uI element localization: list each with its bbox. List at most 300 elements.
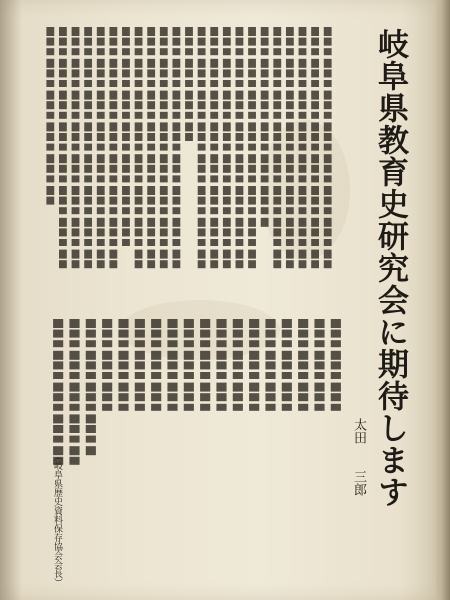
body-text-character-mark xyxy=(210,101,218,109)
body-text-character-mark xyxy=(160,175,168,182)
body-text-character-mark xyxy=(147,175,155,182)
body-text-character-mark xyxy=(172,69,180,77)
body-text-character-mark xyxy=(59,69,67,77)
body-text-character-mark xyxy=(72,175,80,182)
body-text-character-mark xyxy=(210,133,218,141)
body-text-character-mark xyxy=(46,59,54,68)
body-text-character-mark xyxy=(314,319,324,328)
body-text-character-mark xyxy=(261,144,269,151)
body-text-character-mark xyxy=(265,351,275,360)
body-text-character-mark xyxy=(172,260,180,268)
body-text-character-mark xyxy=(324,175,332,182)
body-text-character-mark xyxy=(160,48,168,55)
body-text-character-mark xyxy=(160,207,168,214)
body-text-character-mark xyxy=(286,186,294,195)
body-text-character-mark xyxy=(286,38,294,46)
body-text-character-mark xyxy=(198,260,206,268)
body-text-character-mark xyxy=(311,133,319,141)
body-text-character-mark xyxy=(46,122,54,131)
body-text-character-mark xyxy=(311,48,319,55)
body-text-character-mark xyxy=(236,133,244,141)
body-text-character-mark xyxy=(286,133,294,141)
body-text-character-mark xyxy=(298,393,308,401)
body-text-character-mark xyxy=(160,133,168,141)
body-text-character-mark xyxy=(46,27,54,36)
body-text-character-mark xyxy=(261,133,269,141)
body-text-character-mark xyxy=(299,197,307,205)
body-text-character-mark xyxy=(46,80,54,87)
body-text-character-mark xyxy=(324,122,332,131)
body-text-character-mark xyxy=(223,48,231,55)
body-text-character-mark xyxy=(97,165,105,173)
body-text-character-mark xyxy=(147,144,155,151)
body-text-character-mark xyxy=(331,351,341,360)
body-text-character-mark xyxy=(97,91,105,100)
body-text-character-mark xyxy=(151,330,161,338)
body-text-character-mark xyxy=(84,69,92,77)
body-text-character-mark xyxy=(59,27,67,36)
body-text-character-mark xyxy=(210,218,218,227)
body-text-character-mark xyxy=(118,393,128,401)
body-text-character-mark xyxy=(72,80,80,87)
body-text-character-mark xyxy=(248,186,256,195)
body-text-character-mark xyxy=(236,80,244,87)
body-text-character-mark xyxy=(223,165,231,173)
body-text-character-mark xyxy=(167,393,177,401)
body-text-character-mark xyxy=(118,319,128,328)
body-text-character-mark xyxy=(198,133,206,141)
body-text-character-mark xyxy=(210,250,218,259)
body-text-character-mark xyxy=(216,404,226,411)
body-text-character-mark xyxy=(147,250,155,259)
body-text-character-mark xyxy=(147,228,155,236)
body-text-character-mark xyxy=(172,133,180,141)
body-text-character-mark xyxy=(135,27,143,36)
body-text-character-mark xyxy=(69,414,79,423)
body-text-character-mark xyxy=(298,361,308,369)
body-text-character-mark xyxy=(248,133,256,141)
body-text-character-mark xyxy=(160,239,168,246)
body-text-character-mark xyxy=(249,372,259,379)
body-text-character-mark xyxy=(286,144,294,151)
body-text-character-mark xyxy=(69,361,79,369)
body-text-character-mark xyxy=(236,38,244,46)
body-text-character-mark xyxy=(286,80,294,87)
body-text-character-mark xyxy=(223,207,231,214)
body-text-character-mark xyxy=(273,218,281,227)
body-text-character-mark xyxy=(86,404,96,411)
body-text-character-mark xyxy=(210,122,218,131)
body-text-character-mark xyxy=(147,59,155,68)
body-text-character-mark xyxy=(286,175,294,182)
body-text-character-mark xyxy=(299,91,307,100)
body-text-character-mark xyxy=(249,340,259,347)
body-text-character-mark xyxy=(160,27,168,36)
body-text-character-mark xyxy=(172,91,180,100)
body-text-character-mark xyxy=(324,101,332,109)
body-text-character-mark xyxy=(84,228,92,236)
body-text-character-mark xyxy=(223,228,231,236)
body-text-character-mark xyxy=(102,319,112,328)
body-text-character-mark xyxy=(84,144,92,151)
body-text-character-mark xyxy=(184,340,194,347)
body-text-character-mark xyxy=(210,228,218,236)
body-text-character-mark xyxy=(299,101,307,109)
body-text-character-mark xyxy=(59,218,67,227)
body-text-character-mark xyxy=(210,27,218,36)
body-text-character-mark xyxy=(46,175,54,182)
body-text-character-mark xyxy=(59,239,67,246)
body-text-character-mark xyxy=(84,112,92,119)
body-text-character-mark xyxy=(198,59,206,68)
body-text-character-mark xyxy=(299,175,307,182)
body-text-character-mark xyxy=(200,404,210,411)
body-text-character-mark xyxy=(324,48,332,55)
body-text-character-mark xyxy=(311,228,319,236)
body-text-character-mark xyxy=(53,319,63,328)
body-text-character-mark xyxy=(53,340,63,347)
body-text-character-mark xyxy=(84,59,92,68)
body-text-character-mark xyxy=(147,154,155,163)
body-text-character-mark xyxy=(135,207,143,214)
body-text-character-mark xyxy=(311,165,319,173)
body-text-character-mark xyxy=(261,91,269,100)
body-text-character-mark xyxy=(86,351,96,360)
body-text-character-mark xyxy=(72,218,80,227)
body-text-character-mark xyxy=(135,69,143,77)
body-text-character-mark xyxy=(236,122,244,131)
body-text-character-mark xyxy=(248,207,256,214)
body-text-character-mark xyxy=(185,133,193,141)
body-text-character-mark xyxy=(118,404,128,411)
body-text-character-mark xyxy=(122,69,130,77)
body-text-character-mark xyxy=(248,91,256,100)
body-text-character-mark xyxy=(102,330,112,338)
body-text-character-mark xyxy=(59,38,67,46)
body-text-character-mark xyxy=(298,383,308,392)
body-text-character-mark xyxy=(200,330,210,338)
body-text-character-mark xyxy=(53,393,63,401)
body-text-character-mark xyxy=(273,175,281,182)
body-text-character-mark xyxy=(59,186,67,195)
body-text-character-mark xyxy=(324,165,332,173)
body-text-character-mark xyxy=(198,27,206,36)
body-text-character-mark xyxy=(72,197,80,205)
body-text-character-mark xyxy=(248,27,256,36)
body-text-character-mark xyxy=(46,101,54,109)
body-text-character-mark xyxy=(46,133,54,141)
body-text-character-mark xyxy=(135,80,143,87)
body-text-character-mark xyxy=(109,80,117,87)
body-text-character-mark xyxy=(249,330,259,338)
body-text-character-mark xyxy=(198,165,206,173)
body-text-character-mark xyxy=(84,186,92,195)
body-text-character-mark xyxy=(147,101,155,109)
body-text-character-mark xyxy=(233,340,243,347)
body-text-character-mark xyxy=(286,250,294,259)
body-text-character-mark xyxy=(102,361,112,369)
body-text-character-mark xyxy=(53,404,63,411)
body-text-character-mark xyxy=(147,218,155,227)
body-text-character-mark xyxy=(97,38,105,46)
body-text-character-mark xyxy=(198,228,206,236)
body-text-character-mark xyxy=(109,59,117,68)
body-text-character-mark xyxy=(172,48,180,55)
body-text-character-mark xyxy=(72,59,80,68)
body-text-character-mark xyxy=(210,48,218,55)
body-text-character-mark xyxy=(135,383,145,392)
body-text-character-mark xyxy=(261,112,269,119)
body-text-character-mark xyxy=(59,154,67,163)
body-text-character-mark xyxy=(233,361,243,369)
body-text-character-mark xyxy=(86,372,96,379)
body-text-character-mark xyxy=(59,112,67,119)
body-text-character-mark xyxy=(273,38,281,46)
body-text-character-mark xyxy=(109,101,117,109)
body-text-character-mark xyxy=(314,383,324,392)
body-text-character-mark xyxy=(299,239,307,246)
body-text-character-mark xyxy=(72,27,80,36)
body-text-character-mark xyxy=(160,218,168,227)
body-text-character-mark xyxy=(331,361,341,369)
body-text-character-mark xyxy=(118,361,128,369)
body-text-character-mark xyxy=(160,144,168,151)
body-text-character-mark xyxy=(172,112,180,119)
body-text-character-mark xyxy=(147,186,155,195)
body-text-character-mark xyxy=(172,154,180,163)
body-text-character-mark xyxy=(273,154,281,163)
body-text-character-mark xyxy=(84,38,92,46)
body-text-character-mark xyxy=(53,372,63,379)
next-page-edge xyxy=(436,0,450,600)
body-text-character-mark xyxy=(311,101,319,109)
body-text-character-mark xyxy=(200,319,210,328)
body-text-character-mark xyxy=(69,330,79,338)
body-text-character-mark xyxy=(236,260,244,268)
body-text-character-mark xyxy=(72,101,80,109)
body-text-character-mark xyxy=(236,27,244,36)
body-text-character-mark xyxy=(147,91,155,100)
body-text-character-mark xyxy=(311,197,319,205)
body-text-character-mark xyxy=(298,330,308,338)
body-text-character-mark xyxy=(147,80,155,87)
body-text-character-mark xyxy=(97,228,105,236)
body-text-character-mark xyxy=(286,154,294,163)
body-text-character-mark xyxy=(46,91,54,100)
body-text-character-mark xyxy=(135,218,143,227)
body-text-character-mark xyxy=(84,91,92,100)
body-text-character-mark xyxy=(223,59,231,68)
body-text-character-mark xyxy=(286,59,294,68)
body-text-character-mark xyxy=(248,144,256,151)
body-text-character-mark xyxy=(122,154,130,163)
body-text-character-mark xyxy=(223,38,231,46)
body-text-character-mark xyxy=(248,260,256,268)
body-text-character-mark xyxy=(324,218,332,227)
body-text-character-mark xyxy=(135,330,145,338)
body-text-character-mark xyxy=(160,91,168,100)
body-text-character-mark xyxy=(223,69,231,77)
body-text-character-mark xyxy=(331,330,341,338)
body-text-character-mark xyxy=(298,351,308,360)
body-text-character-mark xyxy=(46,186,54,195)
body-text-character-mark xyxy=(314,330,324,338)
body-text-character-mark xyxy=(299,165,307,173)
body-text-character-mark xyxy=(184,383,194,392)
body-text-character-mark xyxy=(97,80,105,87)
body-text-character-mark xyxy=(265,393,275,401)
body-text-character-mark xyxy=(248,69,256,77)
body-text-character-mark xyxy=(248,80,256,87)
body-text-character-mark xyxy=(210,112,218,119)
body-text-character-mark xyxy=(273,207,281,214)
body-text-character-mark xyxy=(97,69,105,77)
body-text-character-mark xyxy=(118,340,128,347)
body-text-character-mark xyxy=(299,186,307,195)
body-text-character-mark xyxy=(198,207,206,214)
body-text-character-mark xyxy=(118,372,128,379)
body-text-character-mark xyxy=(86,319,96,328)
body-text-character-mark xyxy=(84,133,92,141)
body-text-character-mark xyxy=(273,250,281,259)
body-text-character-mark xyxy=(135,239,143,246)
body-text-character-mark xyxy=(331,372,341,379)
body-text-character-mark xyxy=(122,207,130,214)
body-text-character-mark xyxy=(311,250,319,259)
body-text-character-mark xyxy=(147,260,155,268)
body-text-character-mark xyxy=(273,144,281,151)
body-text-character-mark xyxy=(331,340,341,347)
body-text-character-mark xyxy=(261,186,269,195)
body-text-character-mark xyxy=(122,112,130,119)
body-text-character-mark xyxy=(282,404,292,411)
body-text-character-mark xyxy=(236,165,244,173)
body-text-character-mark xyxy=(311,27,319,36)
body-text-character-mark xyxy=(147,69,155,77)
body-text-character-mark xyxy=(53,330,63,338)
body-text-character-mark xyxy=(160,154,168,163)
body-text-character-mark xyxy=(84,80,92,87)
body-text-character-mark xyxy=(184,319,194,328)
body-text-character-mark xyxy=(200,393,210,401)
body-text-character-mark xyxy=(223,112,231,119)
body-text-character-mark xyxy=(167,372,177,379)
body-text-character-mark xyxy=(135,59,143,68)
body-text-character-mark xyxy=(324,207,332,214)
body-text-character-mark xyxy=(69,383,79,392)
body-text-character-mark xyxy=(102,383,112,392)
body-text-character-mark xyxy=(59,207,67,214)
body-text-character-mark xyxy=(122,165,130,173)
body-text-character-mark xyxy=(147,133,155,141)
body-text-character-mark xyxy=(167,319,177,328)
body-text-character-mark xyxy=(298,319,308,328)
body-text-character-mark xyxy=(314,404,324,411)
body-text-character-mark xyxy=(184,372,194,379)
body-text-character-mark xyxy=(69,436,79,443)
body-text-character-mark xyxy=(249,383,259,392)
body-text-character-mark xyxy=(286,228,294,236)
body-text-character-mark xyxy=(184,330,194,338)
body-text-character-mark xyxy=(122,197,130,205)
body-text-character-mark xyxy=(233,330,243,338)
body-text-character-mark xyxy=(59,91,67,100)
body-text-character-mark xyxy=(311,80,319,87)
body-text-character-mark xyxy=(261,165,269,173)
article-title: 岐阜県教育史研究会に期待します xyxy=(372,28,408,508)
body-text-character-mark xyxy=(311,260,319,268)
body-text-character-mark xyxy=(97,144,105,151)
body-text-character-mark xyxy=(160,101,168,109)
body-text-character-mark xyxy=(151,393,161,401)
body-text-character-mark xyxy=(72,154,80,163)
body-text-character-mark xyxy=(314,372,324,379)
body-text-character-mark xyxy=(299,133,307,141)
body-text-character-mark xyxy=(198,250,206,259)
body-text-character-mark xyxy=(72,186,80,195)
body-text-character-mark xyxy=(273,48,281,55)
body-text-character-mark xyxy=(236,154,244,163)
body-text-character-mark xyxy=(172,38,180,46)
body-text-character-mark xyxy=(210,175,218,182)
body-text-character-mark xyxy=(265,361,275,369)
body-text-character-mark xyxy=(216,383,226,392)
body-text-character-mark xyxy=(135,101,143,109)
body-text-character-mark xyxy=(184,361,194,369)
body-text-character-mark xyxy=(172,197,180,205)
body-text-character-mark xyxy=(299,112,307,119)
body-text-character-mark xyxy=(282,319,292,328)
body-text-character-mark xyxy=(172,239,180,246)
body-text-character-mark xyxy=(236,207,244,214)
body-text-character-mark xyxy=(265,340,275,347)
body-text-character-mark xyxy=(122,122,130,131)
body-text-character-mark xyxy=(109,218,117,227)
body-text-character-mark xyxy=(311,207,319,214)
body-text-character-mark xyxy=(69,319,79,328)
body-text-character-mark xyxy=(273,27,281,36)
body-text-character-mark xyxy=(109,91,117,100)
body-text-character-mark xyxy=(249,319,259,328)
body-text-character-mark xyxy=(46,197,54,205)
body-text-character-mark xyxy=(109,144,117,151)
body-text-character-mark xyxy=(273,80,281,87)
body-text-character-mark xyxy=(122,48,130,55)
body-text-character-mark xyxy=(151,361,161,369)
body-text-character-mark xyxy=(86,340,96,347)
body-text-character-mark xyxy=(122,218,130,227)
body-text-character-mark xyxy=(324,69,332,77)
body-text-character-mark xyxy=(248,112,256,119)
body-text-character-mark xyxy=(97,27,105,36)
body-text-character-mark xyxy=(53,425,63,433)
body-text-character-mark xyxy=(167,383,177,392)
body-text-character-mark xyxy=(236,91,244,100)
body-text-character-mark xyxy=(135,372,145,379)
body-text-character-mark xyxy=(223,91,231,100)
body-text-character-mark xyxy=(261,122,269,131)
body-text-character-mark xyxy=(53,351,63,360)
body-text-character-mark xyxy=(324,260,332,268)
body-text-upper-columns xyxy=(44,26,334,278)
body-text-character-mark xyxy=(84,207,92,214)
body-text-character-mark xyxy=(109,69,117,77)
body-text-character-mark xyxy=(299,144,307,151)
body-text-character-mark xyxy=(248,154,256,163)
body-text-character-mark xyxy=(72,91,80,100)
body-text-character-mark xyxy=(69,425,79,433)
body-text-character-mark xyxy=(172,101,180,109)
